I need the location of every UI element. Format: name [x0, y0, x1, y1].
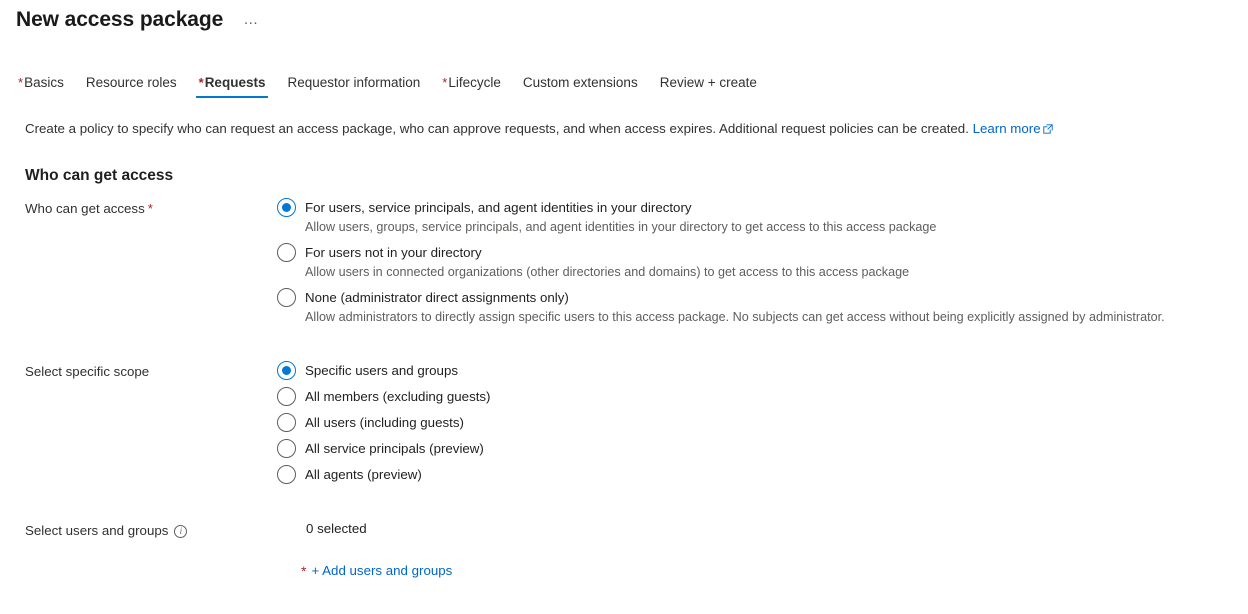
field-who-can-get-access: [0, 198, 1248, 328]
radio-option-all-members[interactable]: [277, 387, 1248, 406]
field-select-specific-scope: [0, 361, 1248, 486]
selected-count-text: 0 selected: [306, 521, 367, 536]
page-title: New access package: [16, 8, 224, 31]
radio-option-none-direct-assignment[interactable]: [277, 288, 1248, 326]
more-options-button[interactable]: …: [243, 11, 260, 28]
radio-option-subtitle: Allow users in connected organizations (other directories and domains) to get access to this access package: [305, 265, 910, 279]
radio-option-title: All users (including guests): [305, 415, 464, 430]
label-text: Select users and groups: [25, 523, 169, 538]
radio-button-icon[interactable]: [277, 243, 296, 262]
label-text: Who can get access: [25, 201, 145, 216]
tab-label: Review + create: [659, 75, 757, 90]
field-label-select-specific-scope: [25, 361, 277, 381]
radio-option-directory-users[interactable]: [277, 198, 1248, 236]
tab-label: Resource roles: [85, 75, 177, 90]
radio-button-icon[interactable]: [277, 361, 296, 380]
radio-option-specific-users-groups[interactable]: [277, 361, 1248, 380]
description-text: Create a policy to specify who can request an access package, who can approve requests, and when access expires. Additional request policies can be created.: [25, 121, 969, 136]
spacer: [0, 328, 1248, 361]
radio-option-title: All service principals (preview): [305, 441, 484, 456]
radio-option-title: All members (excluding guests): [305, 389, 491, 404]
required-asterisk: *: [147, 201, 153, 216]
external-link-icon: [1043, 124, 1053, 134]
tab-resource-roles[interactable]: [75, 75, 188, 98]
radio-option-title: None (administrator direct assignments only): [305, 290, 569, 305]
radio-option-all-service-principals[interactable]: [277, 439, 1248, 458]
radio-option-subtitle: Allow users, groups, service principals, and agent identities in your directory to get access to this access package: [305, 220, 937, 234]
radio-button-icon[interactable]: [277, 198, 296, 217]
learn-more-label: Learn more: [972, 121, 1041, 136]
radio-button-icon[interactable]: [277, 439, 296, 458]
radio-option-title: Specific users and groups: [305, 363, 458, 378]
page-header: [0, 0, 1248, 32]
spacer: [0, 185, 1248, 198]
required-asterisk: *: [442, 75, 448, 90]
field-select-users-and-groups: [0, 520, 1248, 578]
section-title-who-can-get-access: Who can get access: [25, 167, 174, 184]
spacer: [0, 486, 1248, 520]
radio-option-external-users[interactable]: [277, 243, 1248, 281]
tab-label: Lifecycle: [448, 75, 501, 90]
radio-option-title: For users not in your directory: [305, 245, 482, 260]
tab-review-create[interactable]: [649, 75, 768, 98]
radio-button-icon[interactable]: [277, 288, 296, 307]
radio-option-title: All agents (preview): [305, 467, 422, 482]
radio-option-title: For users, service principals, and agent identities in your directory: [305, 200, 692, 215]
tab-label: Basics: [24, 75, 64, 90]
add-users-and-groups-row[interactable]: [277, 563, 1248, 578]
tab-requestor-information[interactable]: [276, 75, 431, 98]
tab-basics[interactable]: [16, 75, 75, 98]
tab-requests[interactable]: [188, 75, 277, 98]
label-text: Select specific scope: [25, 364, 150, 379]
radio-group-who-can-get-access: [277, 198, 1248, 328]
radio-group-specific-scope: [277, 361, 1248, 486]
radio-button-icon[interactable]: [277, 387, 296, 406]
radio-option-all-agents[interactable]: [277, 465, 1248, 484]
tab-lifecycle[interactable]: [431, 75, 512, 98]
page-description: [0, 120, 1248, 138]
wizard-tabs: [0, 70, 1248, 98]
tab-label: Custom extensions: [522, 75, 638, 90]
field-label-select-users-and-groups: [25, 520, 277, 540]
required-asterisk: *: [18, 75, 24, 90]
tab-label: Requests: [204, 75, 266, 90]
tab-custom-extensions[interactable]: [512, 75, 649, 98]
field-label-who-can-get-access: [25, 198, 277, 218]
info-icon[interactable]: i: [174, 525, 187, 538]
required-asterisk: *: [301, 562, 307, 579]
radio-option-all-users[interactable]: [277, 413, 1248, 432]
required-asterisk: *: [198, 75, 204, 90]
tab-label: Requestor information: [287, 75, 421, 90]
users-and-groups-body: [277, 520, 1248, 578]
learn-more-link[interactable]: [973, 121, 1053, 136]
radio-option-subtitle: Allow administrators to directly assign specific users to this access package. No subjects can get access without being explicitly assigned by administrator.: [305, 310, 1165, 324]
radio-button-icon[interactable]: [277, 465, 296, 484]
add-users-and-groups-link[interactable]: + Add users and groups: [311, 563, 453, 578]
radio-button-icon[interactable]: [277, 413, 296, 432]
